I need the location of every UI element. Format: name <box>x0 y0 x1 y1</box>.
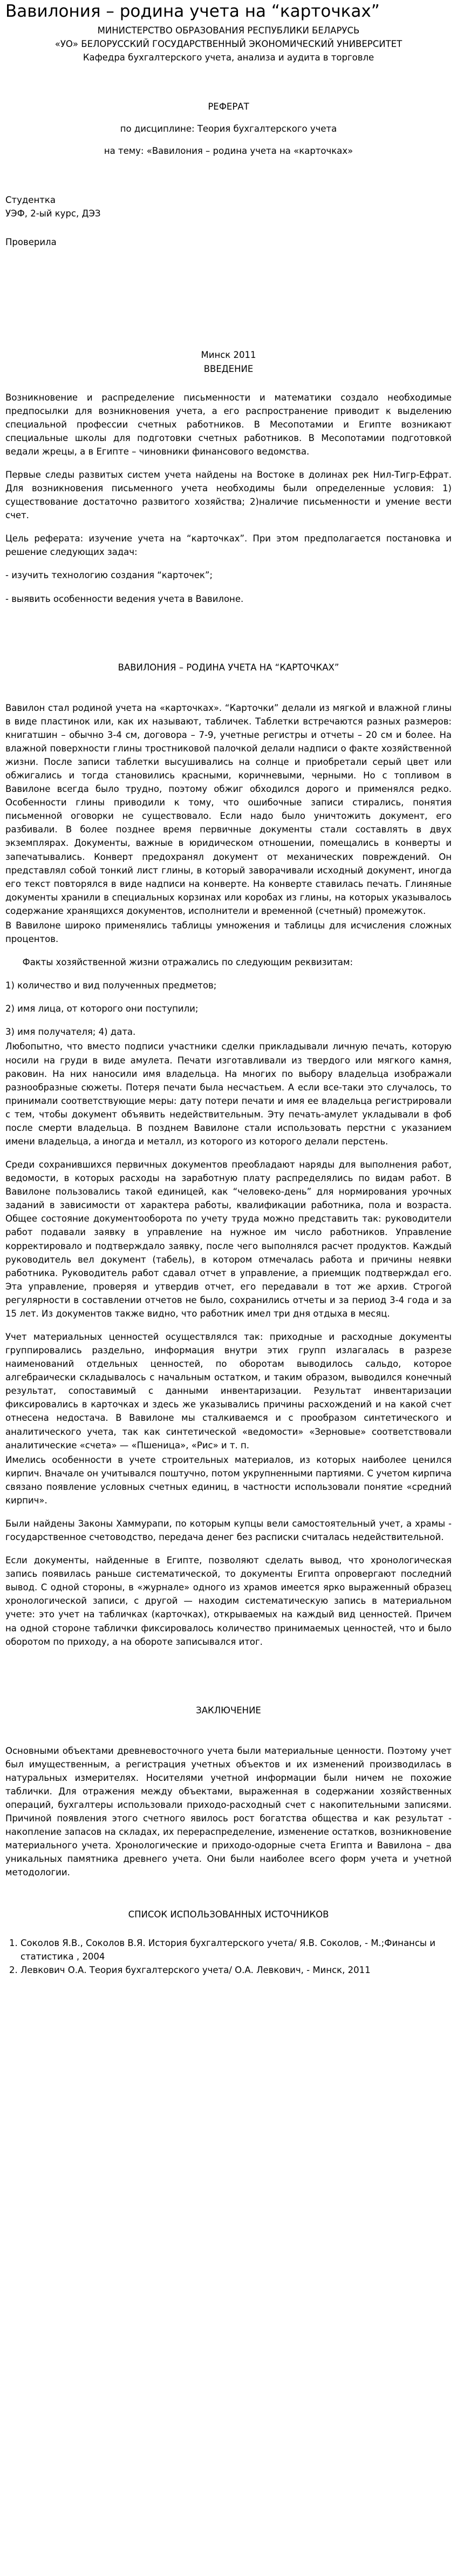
title-page-header <box>5 24 452 64</box>
student-label: Студентка <box>5 195 56 206</box>
main-paragraph: Факты хозяйственной жизни отражались по следующим реквизитам: <box>5 957 353 968</box>
document-page <box>0 1 457 1977</box>
reference-item: 1. Соколов Я.В., Соколов В.Я. История бухгалтерского учета/ Я.В. Соколов, - М.;Финансы и статистика , 2004 <box>21 1936 452 1963</box>
requisite-item: 2) имя лица, от которого они поступили; <box>5 1004 199 1014</box>
intro-paragraph: Первые следы развитых систем учета найдены на Востоке в долинах рек Нил-Тигр-Ефрат. Для возникновения письменного учета необходимы были определенные условия: 1) существование достаточно развитого хозяйства; 2)наличие письменности и умение вести счет. <box>5 470 452 521</box>
reference-item: 2. Левкович О.А. Теория бухгалтерского учета/ О.А. Левкович, - Минск, 2011 <box>21 1963 452 1977</box>
main-section <box>5 701 452 1649</box>
university-name: «УО» БЕЛОРУССКИЙ ГОСУДАРСТВЕННЫЙ ЭКОНОМИЧЕСКИЙ УНИВЕРСИТЕТ <box>54 38 403 49</box>
intro-paragraph: Возникновение и распределение письменности и математики создало необходимые предпосылки для возникновения учета, а его распространение приводит к выделению специальной профессии счетных работников. В Месопотамии и Египте возникают специальные школы для подготовки счетных работников. В Месопотамии подготовкой ведали жрецы, а в Египте – чиновники финансового ведомства. <box>5 392 452 457</box>
requisite-item: 1) количество и вид полученных предметов; <box>5 980 217 991</box>
references-list <box>5 1936 452 1977</box>
main-paragraph: Среди сохранившихся первичных документов преобладают наряды для выполнения работ, ведомости, в которых расходы на заработную плату распределялись по видам работ. В Вавилоне пользовались такой единицей, как “человеко-день” для нормирования урочных заданий в зависимости от характера работы, квалификации работника, пола и возраста. Общее состояние документооборота по учету труда можно представить так: руководители работ подавали заявку в управление на нужное им число работников. Управление корректировало и подтверждало заявку, после чего выполнялся расчет продуктов. Каждый руководитель вел документ (табель), в котором отмечалась работа и причины неявки работника. Руководитель работ сдавал отчет в управление, а приемщик подтверждал его. Эта управление, проверяя и утвердив отчет, его передавали в тот же архив. Строгой регулярности в составлении отчетов не было, сохранились отчеты и за период 3-4 года и за 15 лет. Из документов также видно, что работник имел три дня отдыха в месяц. <box>5 1160 452 1319</box>
topic-line: на тему: «Вавилония – родина учета на «карточках» <box>104 146 353 157</box>
city-year: Минск 2011 <box>201 350 256 361</box>
department-name: Кафедра бухгалтерского учета, анализа и аудита в торговле <box>83 52 374 63</box>
work-type: РЕФЕРАТ <box>208 101 249 112</box>
main-heading: ВАВИЛОНИЯ – РОДИНА УЧЕТА НА “КАРТОЧКАХ” <box>118 662 339 673</box>
requisite-item: 3) имя получателя; 4) дата. <box>5 1027 136 1038</box>
document-title: Вавилония – родина учета на “карточках” <box>5 2 380 21</box>
references-heading: СПИСОК ИСПОЛЬЗОВАННЫХ ИСТОЧНИКОВ <box>128 1909 329 1920</box>
main-paragraph: Вавилон стал родиной учета на «карточках». “Карточки” делали из мягкой и влажной глины в виде пластинок или, как их называют, табличек. Таблетки встречаются разных размеров: книгатшин – обычно 3-4 см, договора – 7-9, учетные регистры и отчеты – 20 см и более. На влажной поверхности глины тростниковой палочкой делали надписи о факте хозяйственной жизни. После записи таблетки высушивались на солнце и приобретали серый цвет или обжигались и тогда становились красными, коричневыми, черными. Но с топливом в Вавилоне всегда было трудно, поэтому обжиг обходился дорого и применялся редко. Особенности глины приводили к тому, что ошибочные записи стирались, понятия письменной оговорки не существовало. Если надо было уничтожить документ, его разбивали. В более позднее время первичные документы стали составлять в двух экземплярах. Документы, важные в юридическом отношении, помещались в конверты и запечатывались. Конверт предохранял документ от механических повреждений. Он представлял собой тонкий лист глины, в который заворачивали исходный документ, иногда его текст повторялся в виде надписи на конверте. На конверте ставилась печать. Глиняные документы хранили в специальных корзинах или коробах из глины, на которых указывалось содержание хранящихся документов, исполнители и временной (счетный) промежуток. <box>5 702 452 916</box>
main-paragraph: Были найдены Законы Хаммурапи, по которым купцы вели самостоятельный учет, а храмы - государственное счетоводство, передача денег без расписки считалась недействительной. <box>5 1519 452 1543</box>
discipline-line: по дисциплине: Теория бухгалтерского учета <box>120 124 337 134</box>
ministry-name: МИНИСТЕРСТВО ОБРАЗОВАНИЯ РЕСПУБЛИКИ БЕЛАРУСЬ <box>97 25 360 36</box>
intro-task-item: - изучить технологию создания “карточек”; <box>5 570 213 581</box>
conclusion-section <box>5 1744 452 1880</box>
main-paragraph: Любопытно, что вместо подписи участники сделки прикладывали личную печать, которую носили на груди в виде амулета. Печати изготавливали из твердого или мягкого камня, раковин. На них наносили имя владельца. На многих по выбору владельца изображали разнообразные сюжеты. Потеря печати была несчастьем. А если все-таки это случалось, то принимали соответствующие меры: дату потери печати и имя ее владельца регистрировали с тем, чтобы документ объявить недействительным. Эту печать-амулет укладывали в фоб после смерти владельца. В позднем Вавилоне стали использовать перстни с указанием имени владельца, а иногда и металл, из которого из которого делали перстень. <box>5 1041 452 1147</box>
conclusion-paragraph: Основными объектами древневосточного учета были материальные ценности. Поэтому учет был имущественным, а регистрация учетных объектов и их изменений производилась в натуральных измерителях. Носителями учетной информации были ничем не похожие таблички. Для отражения между объектами, выраженная в содержании хозяйственных операций, бухгалтеры использовали приходо-расходный счет с накопительными записями. Причиной появления этого счетного явилось рост богатства общества и как результат - накопление запасов на складах, их перераспределение, изменение остатков, возникновение материального учета. Хронологические и приходо-одорные счета Египта и Вавилона – два уникальных памятника древнего учета. Они были наиболее всего форм учета и учетной методологии. <box>5 1745 452 1878</box>
intro-section <box>5 391 452 606</box>
intro-task-item: - выявить особенности ведения учета в Вавилоне. <box>5 593 244 604</box>
checked-by-label: Проверила <box>5 237 57 248</box>
student-info: УЭФ, 2-ый курс, ДЭЗ <box>5 208 101 219</box>
main-paragraph: Учет материальных ценностей осуществлялся так: приходные и расходные документы группировались раздельно, информация внутри этих групп излагалась в разрезе наименований отдельных ценностей, по оборотам выводилось сальдо, которое алгебраически складывалось с начальным остатком, и таким образом, выводился конечный результат, сопоставимый с данными инвентаризации. Результат инвентаризации фиксировались в карточках и здесь же указывались причины расхождений и на какой счет отнесена недостача. В Вавилоне мы сталкиваемся и с прообразом синтетического и аналитического учета, так как синтетической «ведомости» «Зерновые» соответствовали аналитические «счета» — «Пшеница», «Рис» и т. п. <box>5 1331 452 1450</box>
main-paragraph: Имелись особенности в учете строительных материалов, из которых наиболее ценился кирпич. Вначале он учитывался поштучно, потом укрупненными партиями. С учетом кирпича связано появление условных счетных единиц, в частности использовали понятие «средний кирпич». <box>5 1454 452 1506</box>
main-paragraph: В Вавилоне широко применялись таблицы умножения и таблицы для исчисления сложных процентов. <box>5 920 452 945</box>
intro-paragraph: Цель реферата: изучение учета на “карточках”. При этом предполагается постановка и решение следующих задач: <box>5 533 452 558</box>
main-paragraph: Если документы, найденные в Египте, позволяют сделать вывод, что хронологическая запись появилась раньше систематической, то документы Египта опровергают последний вывод. С одной стороны, в «журнале» одного из храмов имеется ярко выраженный образец хронологической записи, с другой — находим систематическую запись в материальном учете: это учет на табличках (карточках), открываемых на каждый вид ценностей. Причем на одной стороне таблички фиксировалось количество принимаемых ценностей, что и было оборотом по приходу, а на обороте записывался итог. <box>5 1555 452 1647</box>
intro-heading: ВВЕДЕНИЕ <box>203 363 254 374</box>
conclusion-heading: ЗАКЛЮЧЕНИЕ <box>196 1705 261 1716</box>
